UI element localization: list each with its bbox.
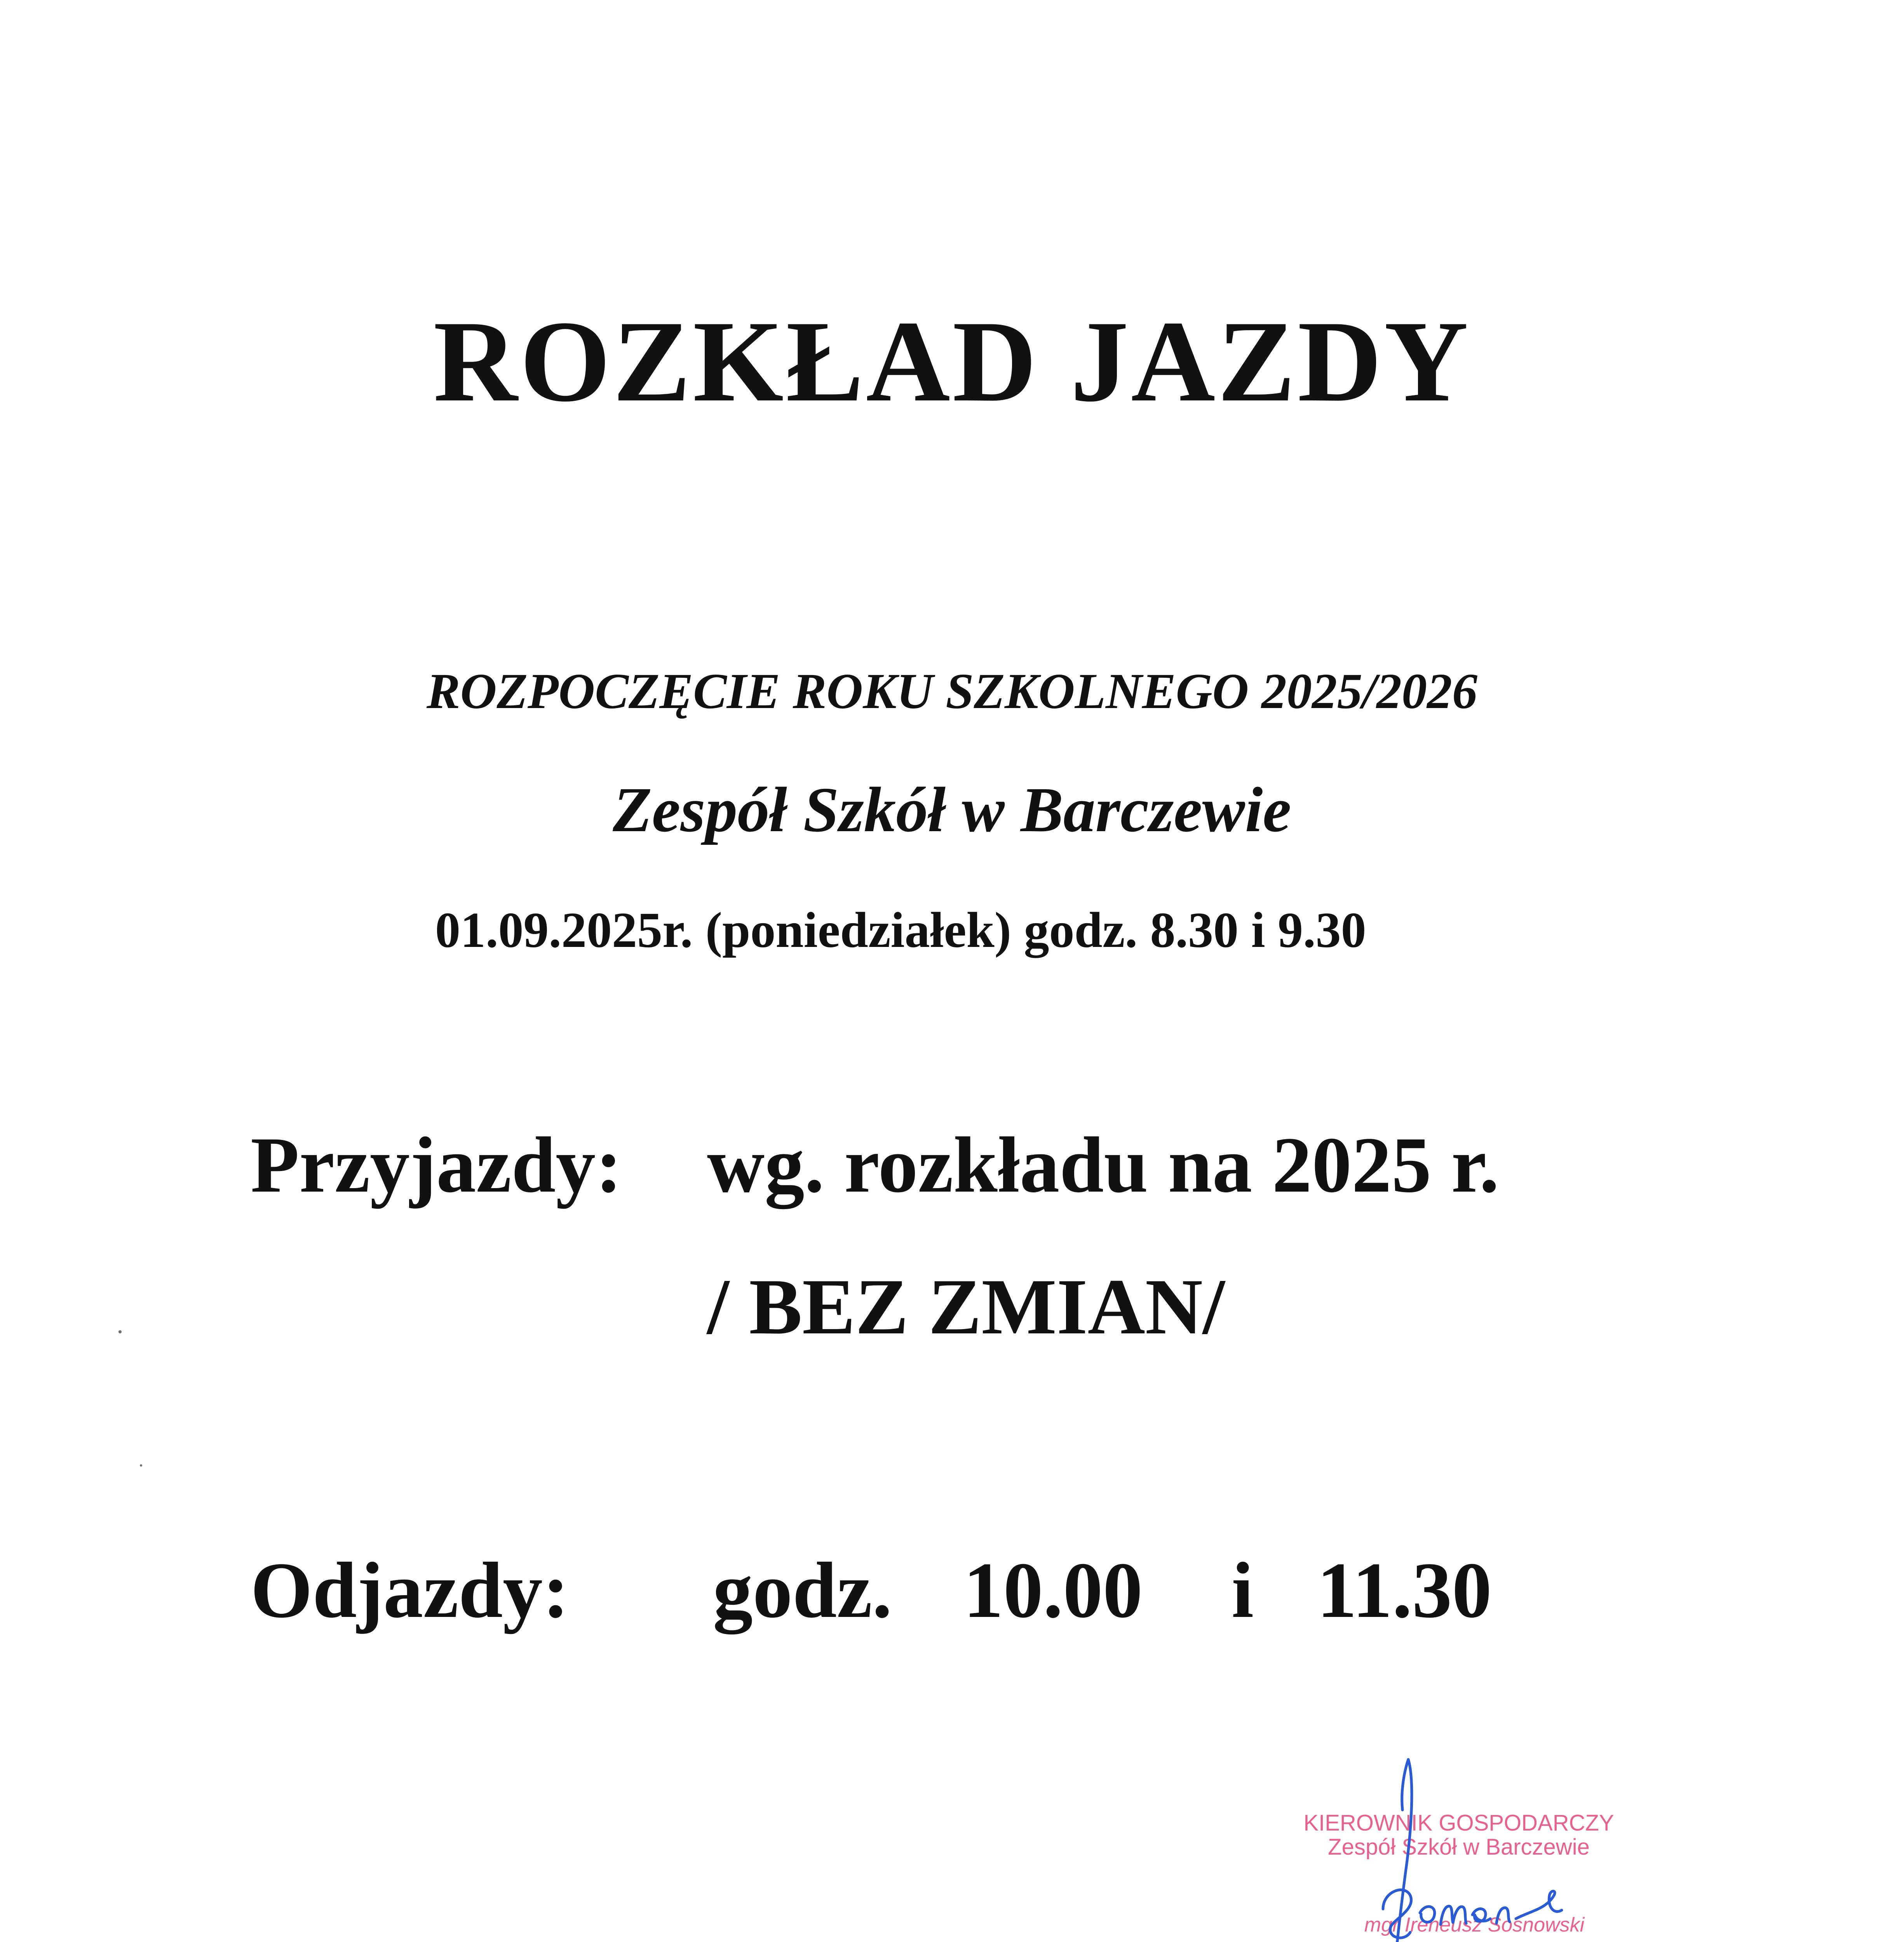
document-subtitle: ROZPOCZĘCIE ROKU SZKOLNEGO 2025/2026 bbox=[427, 663, 1477, 719]
handwritten-signature bbox=[1336, 1756, 1632, 1942]
departure-time-1: 10.00 bbox=[963, 1546, 1143, 1634]
departures-godz: godz. bbox=[713, 1546, 892, 1634]
stamp-name: mgr Ireneusz Sosnowski bbox=[1364, 1914, 1585, 1936]
scan-speck bbox=[140, 1464, 142, 1467]
stamp-title: KIEROWNIK GOSPODARCZY bbox=[1303, 1810, 1614, 1836]
stamp-institution: Zespół Szkół w Barczewie bbox=[1328, 1834, 1590, 1860]
arrivals-value: wg. rozkładu na 2025 r. bbox=[707, 1121, 1499, 1209]
arrivals-note: / BEZ ZMIAN/ bbox=[707, 1263, 1225, 1351]
scan-speck bbox=[118, 1330, 122, 1333]
departure-time-2: 11.30 bbox=[1317, 1546, 1492, 1634]
departures-label: Odjazdy: bbox=[251, 1546, 569, 1634]
document-title: ROZKŁAD JAZDY bbox=[433, 297, 1471, 426]
arrivals-label: Przyjazdy: bbox=[251, 1121, 622, 1209]
school-name: Zespół Szkół w Barczewie bbox=[613, 774, 1291, 845]
date-line: 01.09.2025r. (poniedziałek) godz. 8.30 i 9.30 bbox=[435, 902, 1366, 958]
departures-conjunction: i bbox=[1232, 1546, 1254, 1634]
